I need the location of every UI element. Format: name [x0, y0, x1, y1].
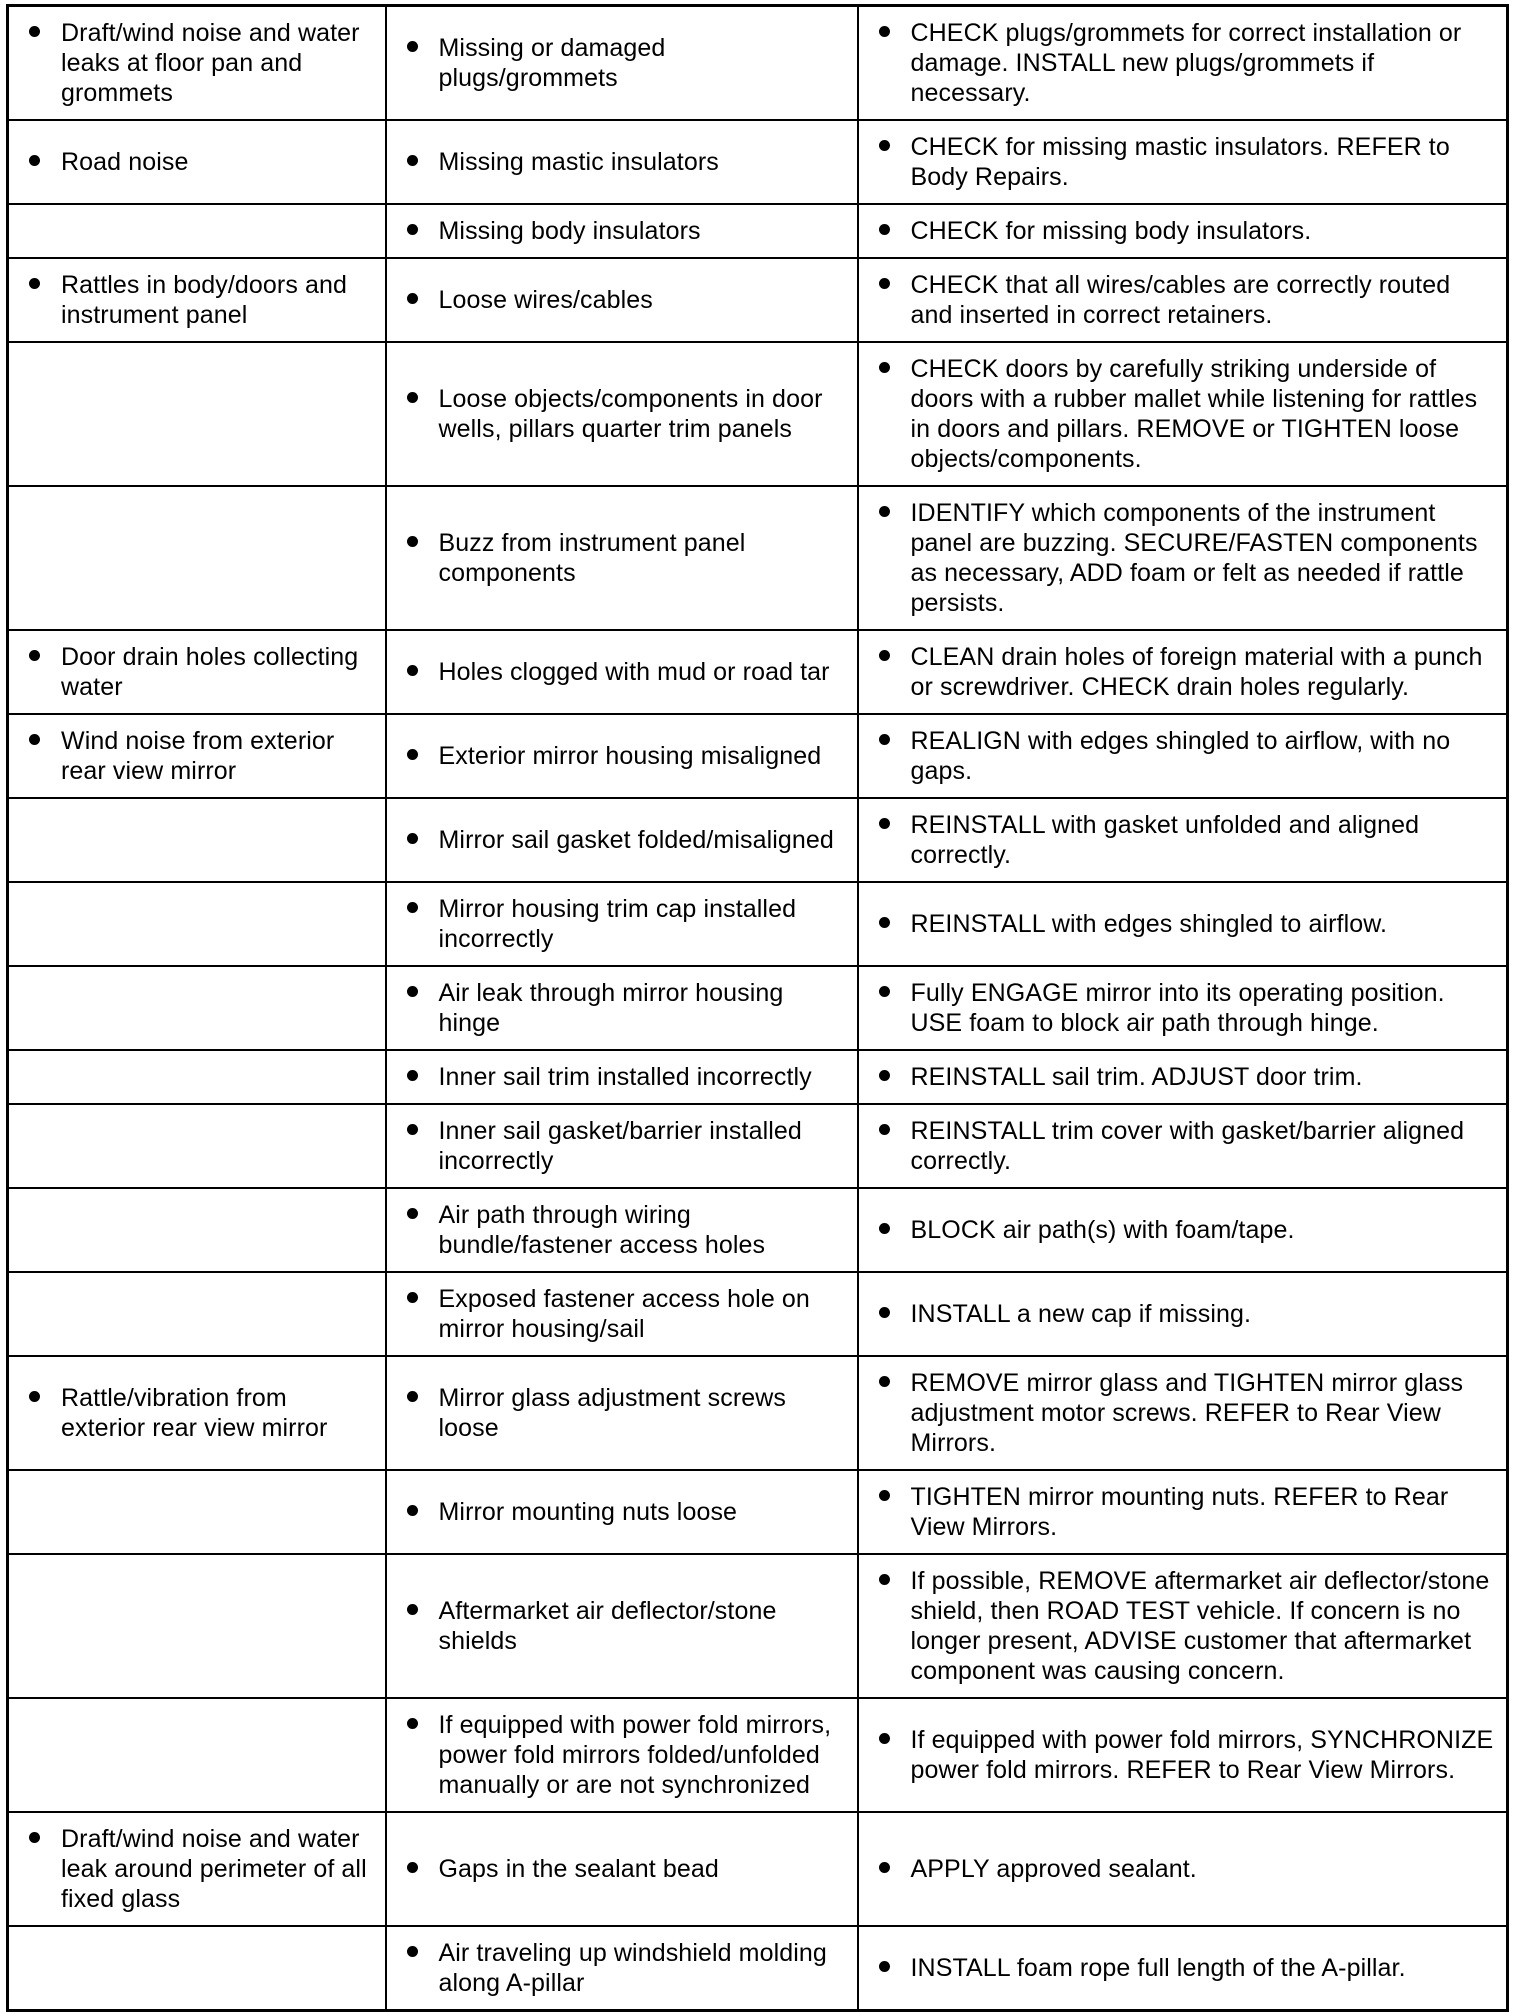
- bullet-item: [407, 978, 845, 1038]
- table-row: [8, 1272, 1508, 1356]
- condition-text: Draft/wind noise and water leak around perimeter of all fixed glass: [61, 1825, 367, 1913]
- action-text: IDENTIFY which components of the instrument panel are buzzing. SECURE/FASTEN components as necessary, ADD foam or felt as needed if rattle persists.: [910, 499, 1478, 617]
- bullet-icon: [407, 833, 418, 844]
- cause-text: Missing mastic insulators: [438, 148, 719, 176]
- bullet-item: [407, 1854, 845, 1884]
- condition-cell: [8, 798, 386, 882]
- cause-cell: [386, 1812, 858, 1926]
- bullet-icon: [879, 917, 890, 928]
- bullet-icon: [879, 818, 890, 829]
- cause-cell: [386, 258, 858, 342]
- bullet-icon: [879, 1862, 890, 1873]
- bullet-icon: [407, 536, 418, 547]
- condition-cell: [8, 486, 386, 630]
- action-text: REINSTALL with gasket unfolded and aligned correctly.: [910, 811, 1420, 869]
- bullet-icon: [407, 1862, 418, 1873]
- bullet-item: [407, 528, 845, 588]
- bullet-item: [879, 1299, 1495, 1329]
- table-row: [8, 1050, 1508, 1104]
- bullet-item: [879, 1368, 1495, 1458]
- condition-cell: [8, 1698, 386, 1812]
- action-cell: [858, 342, 1508, 486]
- cause-text: Aftermarket air deflector/stone shields: [438, 1597, 777, 1655]
- action-text: CHECK for missing mastic insulators. REFER to Body Repairs.: [910, 133, 1450, 191]
- action-text: If possible, REMOVE aftermarket air deflector/stone shield, then ROAD TEST vehicle. If concern is no longer present, ADVISE customer that aftermarket component was causing concern.: [910, 1567, 1490, 1685]
- table-row: [8, 204, 1508, 258]
- cause-cell: [386, 966, 858, 1050]
- bullet-icon: [879, 650, 890, 661]
- cause-cell: [386, 1554, 858, 1698]
- bullet-icon: [407, 1391, 418, 1402]
- bullet-icon: [879, 1307, 890, 1318]
- cause-text: Exterior mirror housing misaligned: [438, 742, 822, 770]
- cause-cell: [386, 630, 858, 714]
- action-text: CHECK that all wires/cables are correctly routed and inserted in correct retainers.: [910, 271, 1451, 329]
- condition-text: Wind noise from exterior rear view mirror: [61, 727, 335, 785]
- action-cell: [858, 1356, 1508, 1470]
- cause-text: Air traveling up windshield molding along A-pillar: [438, 1939, 827, 1997]
- cause-cell: [386, 6, 858, 121]
- bullet-item: [407, 1938, 845, 1998]
- table-row: [8, 798, 1508, 882]
- bullet-item: [879, 1062, 1495, 1092]
- cause-text: Buzz from instrument panel components: [438, 529, 746, 587]
- bullet-icon: [407, 392, 418, 403]
- bullet-icon: [879, 734, 890, 745]
- symptom-chart-table: [6, 4, 1509, 2012]
- bullet-item: [879, 642, 1495, 702]
- action-cell: [858, 1554, 1508, 1698]
- action-cell: [858, 1698, 1508, 1812]
- bullet-item: [879, 978, 1495, 1038]
- bullet-item: [29, 726, 373, 786]
- bullet-icon: [879, 140, 890, 151]
- bullet-item: [407, 1710, 845, 1800]
- bullet-item: [879, 270, 1495, 330]
- bullet-icon: [407, 902, 418, 913]
- condition-text: Rattle/vibration from exterior rear view mirror: [61, 1384, 328, 1442]
- action-text: CLEAN drain holes of foreign material with a punch or screwdriver. CHECK drain holes regularly.: [910, 643, 1483, 701]
- cause-text: Mirror glass adjustment screws loose: [438, 1384, 787, 1442]
- bullet-item: [879, 18, 1495, 108]
- cause-cell: [386, 1926, 858, 2011]
- bullet-item: [879, 810, 1495, 870]
- cause-text: Air path through wiring bundle/fastener access holes: [438, 1201, 766, 1259]
- table-row: [8, 342, 1508, 486]
- cause-text: Inner sail gasket/barrier installed incorrectly: [438, 1117, 802, 1175]
- bullet-icon: [407, 1604, 418, 1615]
- table-row: [8, 6, 1508, 121]
- bullet-icon: [407, 224, 418, 235]
- table-row: [8, 630, 1508, 714]
- table-row: [8, 1812, 1508, 1926]
- bullet-icon: [879, 1490, 890, 1501]
- cause-text: Inner sail trim installed incorrectly: [438, 1063, 812, 1091]
- action-cell: [858, 6, 1508, 121]
- bullet-item: [879, 1953, 1495, 1983]
- condition-cell: [8, 1470, 386, 1554]
- bullet-icon: [29, 734, 40, 745]
- table-row: [8, 1470, 1508, 1554]
- condition-cell: [8, 882, 386, 966]
- bullet-item: [29, 642, 373, 702]
- condition-cell: [8, 1812, 386, 1926]
- table-row: [8, 258, 1508, 342]
- cause-cell: [386, 486, 858, 630]
- bullet-icon: [879, 362, 890, 373]
- bullet-icon: [407, 1292, 418, 1303]
- bullet-item: [407, 285, 845, 315]
- bullet-item: [407, 1596, 845, 1656]
- bullet-item: [879, 726, 1495, 786]
- cause-text: Mirror mounting nuts loose: [438, 1498, 738, 1526]
- condition-cell: [8, 342, 386, 486]
- bullet-item: [407, 657, 845, 687]
- action-text: REINSTALL sail trim. ADJUST door trim.: [910, 1063, 1363, 1091]
- cause-cell: [386, 882, 858, 966]
- action-cell: [858, 1812, 1508, 1926]
- condition-text: Rattles in body/doors and instrument panel: [61, 271, 348, 329]
- action-text: APPLY approved sealant.: [910, 1855, 1197, 1883]
- action-cell: [858, 204, 1508, 258]
- cause-text: Exposed fastener access hole on mirror housing/sail: [438, 1285, 810, 1343]
- bullet-item: [407, 894, 845, 954]
- bullet-item: [407, 1497, 845, 1527]
- bullet-item: [879, 1116, 1495, 1176]
- bullet-item: [879, 498, 1495, 618]
- bullet-icon: [29, 278, 40, 289]
- bullet-icon: [879, 1376, 890, 1387]
- cause-cell: [386, 1050, 858, 1104]
- bullet-item: [879, 1566, 1495, 1686]
- bullet-icon: [879, 1223, 890, 1234]
- bullet-icon: [879, 1124, 890, 1135]
- bullet-item: [879, 1215, 1495, 1245]
- bullet-item: [879, 909, 1495, 939]
- symptom-chart-body: [8, 6, 1508, 2011]
- condition-cell: [8, 1104, 386, 1188]
- bullet-item: [407, 741, 845, 771]
- cause-cell: [386, 120, 858, 204]
- cause-text: Holes clogged with mud or road tar: [438, 658, 830, 686]
- cause-text: Missing or damaged plugs/grommets: [438, 34, 666, 92]
- bullet-icon: [879, 986, 890, 997]
- bullet-item: [879, 1482, 1495, 1542]
- diagnostic-sheet: [6, 4, 1506, 2012]
- bullet-item: [29, 147, 373, 177]
- bullet-item: [407, 1062, 845, 1092]
- bullet-icon: [407, 749, 418, 760]
- bullet-item: [407, 216, 845, 246]
- action-cell: [858, 1104, 1508, 1188]
- action-text: CHECK doors by carefully striking underside of doors with a rubber mallet while listening for rattles in doors and pillars. REMOVE or TIGHTEN loose objects/components.: [910, 355, 1478, 473]
- action-text: REINSTALL with edges shingled to airflow.: [910, 910, 1388, 938]
- bullet-item: [407, 1200, 845, 1260]
- table-row: [8, 1554, 1508, 1698]
- bullet-icon: [879, 278, 890, 289]
- bullet-item: [29, 1824, 373, 1914]
- table-row: [8, 966, 1508, 1050]
- table-row: [8, 1356, 1508, 1470]
- bullet-item: [407, 384, 845, 444]
- action-cell: [858, 1050, 1508, 1104]
- bullet-icon: [29, 650, 40, 661]
- bullet-item: [407, 33, 845, 93]
- bullet-icon: [879, 26, 890, 37]
- bullet-item: [407, 825, 845, 855]
- cause-text: Mirror housing trim cap installed incorrectly: [438, 895, 797, 953]
- table-row: [8, 714, 1508, 798]
- bullet-icon: [879, 1733, 890, 1744]
- condition-cell: [8, 1356, 386, 1470]
- condition-cell: [8, 630, 386, 714]
- table-row: [8, 882, 1508, 966]
- action-cell: [858, 882, 1508, 966]
- bullet-icon: [407, 41, 418, 52]
- action-cell: [858, 1188, 1508, 1272]
- bullet-item: [879, 1854, 1495, 1884]
- action-cell: [858, 630, 1508, 714]
- action-text: INSTALL foam rope full length of the A-pillar.: [910, 1954, 1406, 1982]
- cause-text: Gaps in the sealant bead: [438, 1855, 719, 1883]
- cause-text: If equipped with power fold mirrors, power fold mirrors folded/unfolded manually or are not synchronized: [438, 1711, 832, 1799]
- cause-cell: [386, 798, 858, 882]
- action-cell: [858, 486, 1508, 630]
- table-row: [8, 120, 1508, 204]
- cause-text: Air leak through mirror housing hinge: [438, 979, 784, 1037]
- table-row: [8, 1104, 1508, 1188]
- bullet-item: [879, 354, 1495, 474]
- table-row: [8, 1188, 1508, 1272]
- action-text: REMOVE mirror glass and TIGHTEN mirror glass adjustment motor screws. REFER to Rear View Mirrors.: [910, 1369, 1464, 1457]
- bullet-icon: [407, 665, 418, 676]
- action-cell: [858, 1272, 1508, 1356]
- action-cell: [858, 258, 1508, 342]
- bullet-icon: [407, 1070, 418, 1081]
- bullet-icon: [407, 1208, 418, 1219]
- bullet-icon: [407, 1505, 418, 1516]
- bullet-item: [879, 132, 1495, 192]
- table-row: [8, 486, 1508, 630]
- bullet-icon: [407, 155, 418, 166]
- condition-text: Road noise: [61, 148, 189, 176]
- action-text: Fully ENGAGE mirror into its operating position. USE foam to block air path through hinge.: [910, 979, 1445, 1037]
- bullet-icon: [879, 1961, 890, 1972]
- bullet-icon: [879, 224, 890, 235]
- bullet-item: [29, 270, 373, 330]
- action-text: TIGHTEN mirror mounting nuts. REFER to Rear View Mirrors.: [910, 1483, 1449, 1541]
- condition-cell: [8, 966, 386, 1050]
- cause-cell: [386, 1470, 858, 1554]
- bullet-icon: [879, 506, 890, 517]
- cause-text: Missing body insulators: [438, 217, 701, 245]
- condition-text: Door drain holes collecting water: [61, 643, 359, 701]
- bullet-icon: [407, 1946, 418, 1957]
- bullet-icon: [407, 986, 418, 997]
- bullet-item: [879, 216, 1495, 246]
- cause-text: Loose objects/components in door wells, pillars quarter trim panels: [438, 385, 823, 443]
- table-row: [8, 1926, 1508, 2011]
- condition-text: Draft/wind noise and water leaks at floor pan and grommets: [61, 19, 360, 107]
- action-text: If equipped with power fold mirrors, SYNCHRONIZE power fold mirrors. REFER to Rear View Mirrors.: [910, 1726, 1494, 1784]
- bullet-icon: [407, 1718, 418, 1729]
- condition-cell: [8, 1554, 386, 1698]
- condition-cell: [8, 120, 386, 204]
- bullet-icon: [29, 155, 40, 166]
- bullet-item: [407, 1116, 845, 1176]
- condition-cell: [8, 1188, 386, 1272]
- condition-cell: [8, 1272, 386, 1356]
- cause-text: Mirror sail gasket folded/misaligned: [438, 826, 834, 854]
- action-text: REINSTALL trim cover with gasket/barrier aligned correctly.: [910, 1117, 1465, 1175]
- condition-cell: [8, 714, 386, 798]
- cause-cell: [386, 342, 858, 486]
- bullet-icon: [407, 1124, 418, 1135]
- condition-cell: [8, 258, 386, 342]
- action-text: CHECK plugs/grommets for correct installation or damage. INSTALL new plugs/grommets if necessary.: [910, 19, 1462, 107]
- cause-cell: [386, 204, 858, 258]
- cause-cell: [386, 1104, 858, 1188]
- action-cell: [858, 798, 1508, 882]
- action-cell: [858, 966, 1508, 1050]
- bullet-icon: [407, 293, 418, 304]
- cause-cell: [386, 1356, 858, 1470]
- bullet-icon: [29, 1391, 40, 1402]
- condition-cell: [8, 6, 386, 121]
- table-row: [8, 1698, 1508, 1812]
- condition-cell: [8, 204, 386, 258]
- bullet-item: [407, 147, 845, 177]
- action-cell: [858, 714, 1508, 798]
- bullet-icon: [879, 1070, 890, 1081]
- action-cell: [858, 1926, 1508, 2011]
- bullet-icon: [29, 26, 40, 37]
- action-text: INSTALL a new cap if missing.: [910, 1300, 1252, 1328]
- action-text: CHECK for missing body insulators.: [910, 217, 1312, 245]
- cause-cell: [386, 1698, 858, 1812]
- bullet-icon: [879, 1574, 890, 1585]
- bullet-item: [879, 1725, 1495, 1785]
- cause-text: Loose wires/cables: [438, 286, 653, 314]
- action-text: BLOCK air path(s) with foam/tape.: [910, 1216, 1295, 1244]
- cause-cell: [386, 1272, 858, 1356]
- bullet-item: [407, 1383, 845, 1443]
- cause-cell: [386, 714, 858, 798]
- bullet-item: [29, 1383, 373, 1443]
- bullet-item: [29, 18, 373, 108]
- cause-cell: [386, 1188, 858, 1272]
- bullet-item: [407, 1284, 845, 1344]
- condition-cell: [8, 1050, 386, 1104]
- condition-cell: [8, 1926, 386, 2011]
- action-cell: [858, 1470, 1508, 1554]
- action-cell: [858, 120, 1508, 204]
- bullet-icon: [29, 1832, 40, 1843]
- action-text: REALIGN with edges shingled to airflow, with no gaps.: [910, 727, 1451, 785]
